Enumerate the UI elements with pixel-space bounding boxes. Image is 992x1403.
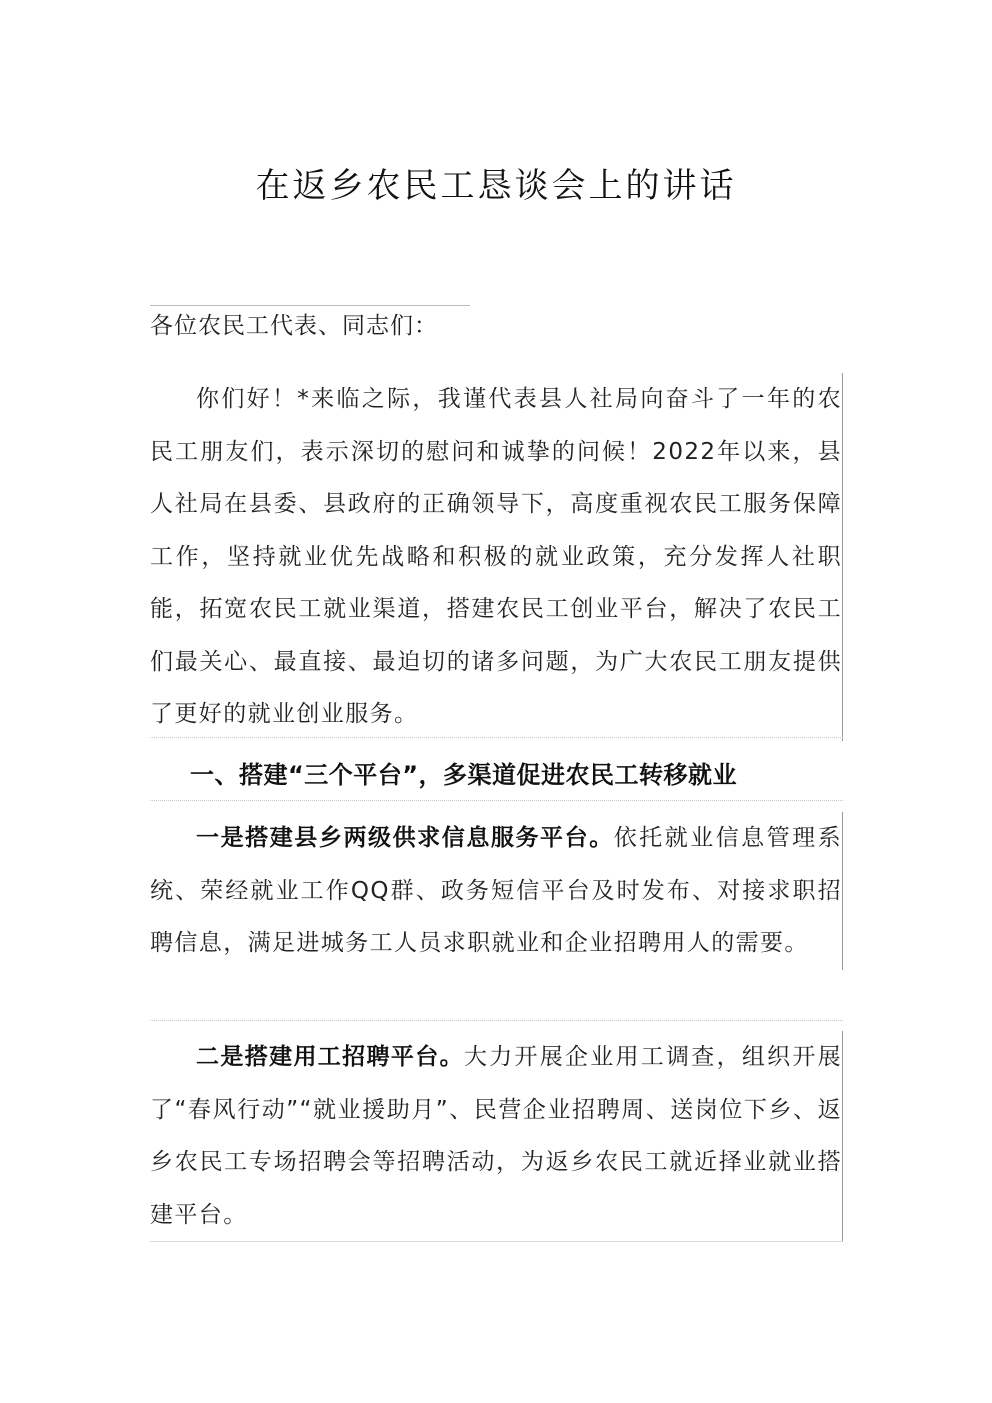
salutation: 各位农民工代表、同志们： [150, 305, 470, 344]
paragraph-text [150, 1031, 843, 1241]
paragraph-lead: 二是搭建用工招聘平台。 [196, 1044, 464, 1070]
section-heading: 一、搭建“三个平台”，多渠道促进农民工转移就业 [190, 761, 738, 789]
paragraph-divider [150, 800, 843, 801]
paragraph-body: 依托就业信息管理系统、荣经就业工作QQ群、政务短信平台及时发布、对接求职招聘信息，满足进城务工人员求职就业和企业招聘用人的需要。 [150, 825, 843, 956]
paragraph-divider [150, 737, 843, 738]
paragraph-platform-recruit [150, 1031, 843, 1241]
paragraph-divider [150, 1020, 843, 1021]
paragraph-text: 你们好！*来临之际，我谨代表县人社局向奋斗了一年的农民工朋友们，表示深切的慰问和诚挚的问候！2022年以来，县人社局在县委、县政府的正确领导下，高度重视农民工服务保障工作，坚持就业优先战略和积极的就业政策，充分发挥人社职能，拓宽农民工就业渠道，搭建农民工创业平台，解决了农民工们最关心、最直接、最迫切的诸多问题，为广大农民工朋友提供了更好的就业创业服务。 [150, 373, 843, 741]
document-title: 在返乡农民工恳谈会上的讲话 [255, 166, 737, 206]
paragraph-lead: 一是搭建县乡两级供求信息服务平台。 [196, 825, 614, 851]
paragraph-body: 大力开展企业用工调查，组织开展了“春风行动”“就业援助月”、民营企业招聘周、送岗位下乡、返乡农民工专场招聘会等招聘活动，为返乡农民工就近择业就业搭建平台。 [150, 1044, 843, 1228]
paragraph-opening [150, 373, 843, 741]
paragraph-text [150, 812, 843, 970]
paragraph-platform-info [150, 812, 843, 970]
paragraph-divider [150, 1241, 843, 1242]
